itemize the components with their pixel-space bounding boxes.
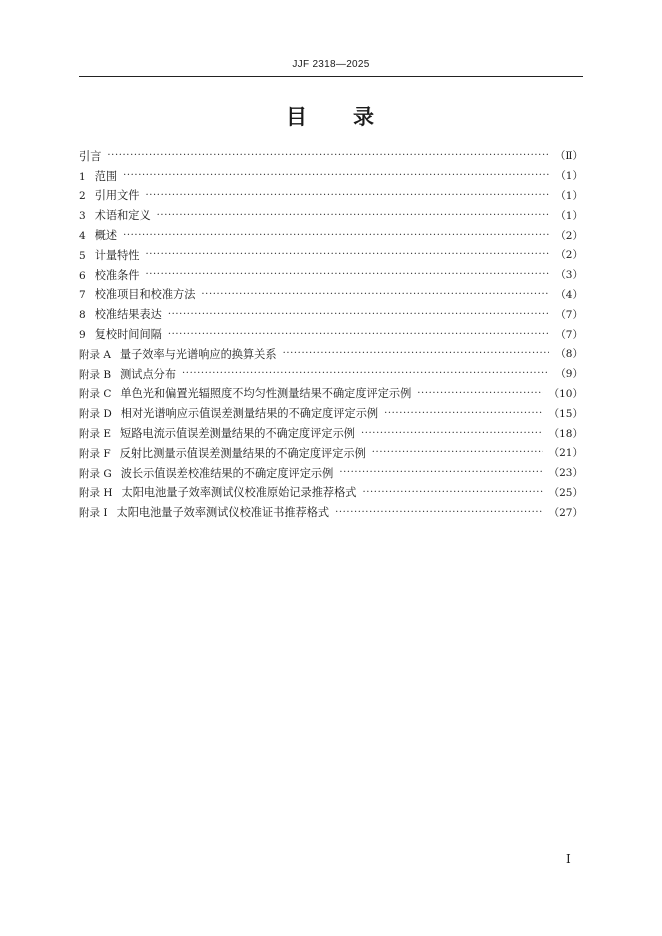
toc-entry-number: 附录 C bbox=[79, 388, 112, 401]
toc-entry-title: 术语和定义 bbox=[94, 209, 151, 223]
toc-entry-number: 附录 A bbox=[79, 348, 111, 361]
toc-entry-number: 1 bbox=[79, 170, 86, 183]
toc-entry-label bbox=[79, 445, 366, 461]
dot-leader bbox=[157, 210, 550, 221]
toc-entry-label bbox=[79, 168, 117, 184]
toc-entry-label bbox=[79, 504, 329, 520]
toc-entry-title: 范围 bbox=[94, 169, 118, 183]
document-code-header: JJF 2318—2025 bbox=[292, 59, 370, 70]
dot-leader bbox=[384, 408, 543, 419]
toc-entry-page: （2） bbox=[555, 229, 583, 242]
dot-leader bbox=[123, 170, 549, 181]
toc-entry[interactable] bbox=[79, 344, 583, 364]
toc-entry-title: 引用文件 bbox=[94, 189, 140, 203]
toc-entry-label bbox=[79, 207, 151, 223]
toc-entry-number: 附录 D bbox=[79, 408, 112, 421]
toc-entry[interactable] bbox=[79, 265, 583, 285]
toc-entry[interactable] bbox=[79, 463, 583, 483]
dot-leader bbox=[182, 368, 549, 379]
toc-entry-number: 附录 H bbox=[79, 487, 113, 500]
dot-leader bbox=[361, 428, 543, 439]
toc-entry[interactable] bbox=[79, 443, 583, 463]
dot-leader bbox=[339, 467, 542, 478]
toc-entry-page: （9） bbox=[555, 368, 583, 381]
toc-entry-title: 单色光和偏置光辐照度不均匀性测量结果不确定度评定示例 bbox=[120, 387, 412, 401]
toc-entry-page: （1） bbox=[555, 170, 583, 183]
toc-entry-label bbox=[79, 366, 176, 382]
toc-entry-title: 测试点分布 bbox=[120, 367, 177, 381]
toc-entry-title: 太阳电池量子效率测试仪校准原始记录推荐格式 bbox=[121, 486, 357, 500]
toc-entry-title: 短路电流示值误差测量结果的不确定度评定示例 bbox=[120, 427, 355, 441]
toc-entry-title: 校准条件 bbox=[94, 268, 140, 282]
toc-entry[interactable] bbox=[79, 225, 583, 245]
title-char-left: 目 bbox=[286, 104, 309, 129]
toc-entry-number: 附录 G bbox=[79, 467, 112, 480]
toc-entry-number: 附录 F bbox=[79, 447, 111, 460]
toc-entry-label bbox=[79, 484, 356, 500]
dot-leader bbox=[372, 447, 543, 458]
toc-entry-label bbox=[79, 306, 162, 322]
toc-entry[interactable] bbox=[79, 364, 583, 384]
toc-entry-title: 复校时间间隔 bbox=[94, 328, 162, 342]
toc-entry[interactable] bbox=[79, 186, 583, 206]
toc-entry-page: （7） bbox=[555, 328, 583, 341]
toc-entry-page: （25） bbox=[548, 486, 583, 499]
toc-entry[interactable] bbox=[79, 245, 583, 265]
toc-entry[interactable] bbox=[79, 423, 583, 443]
toc-entry-label bbox=[79, 346, 277, 362]
toc-entry-title: 反射比测量示值误差测量结果的不确定度评定示例 bbox=[119, 446, 366, 460]
toc-entry-label bbox=[79, 405, 378, 421]
toc-entry-title: 计量特性 bbox=[94, 248, 140, 262]
toc-entry-title: 相对光谱响应示值误差测量结果的不确定度评定示例 bbox=[120, 407, 379, 421]
toc-entry-page: （4） bbox=[555, 288, 583, 301]
toc-entry-label bbox=[79, 247, 139, 263]
toc-entry-label bbox=[79, 465, 333, 481]
toc-entry-page: （27） bbox=[548, 506, 583, 519]
toc-entry[interactable] bbox=[79, 166, 583, 186]
toc-entry-label bbox=[79, 148, 101, 164]
toc-entry-page: （1） bbox=[555, 209, 583, 222]
toc-entry-title: 校准结果表达 bbox=[94, 308, 162, 322]
table-of-contents bbox=[79, 146, 583, 522]
dot-leader bbox=[145, 269, 549, 280]
toc-entry-title: 校准项目和校准方法 bbox=[94, 288, 196, 302]
toc-entry-label bbox=[79, 286, 195, 302]
toc-entry[interactable] bbox=[79, 205, 583, 225]
dot-leader bbox=[168, 329, 549, 340]
title-char-right: 录 bbox=[353, 104, 376, 129]
toc-entry-title: 波长示值误差校准结果的不确定度评定示例 bbox=[120, 466, 334, 480]
toc-entry-number: 3 bbox=[79, 210, 86, 223]
toc-entry-label bbox=[79, 425, 355, 441]
toc-entry-page: （21） bbox=[548, 447, 583, 460]
dot-leader bbox=[168, 309, 549, 320]
toc-entry[interactable] bbox=[79, 324, 583, 344]
toc-entry-number: 2 bbox=[79, 190, 86, 203]
toc-entry[interactable] bbox=[79, 502, 583, 522]
page-title bbox=[0, 101, 662, 131]
toc-entry-page: （23） bbox=[548, 467, 583, 480]
toc-entry-label bbox=[79, 385, 411, 401]
toc-entry-number: 附录 I bbox=[79, 507, 108, 520]
toc-entry-number: 附录 E bbox=[79, 428, 112, 441]
toc-entry-number: 附录 B bbox=[79, 368, 112, 381]
toc-entry[interactable] bbox=[79, 304, 583, 324]
toc-entry[interactable] bbox=[79, 285, 583, 305]
toc-entry-label bbox=[79, 227, 117, 243]
toc-entry-title: 太阳电池量子效率测试仪校准证书推荐格式 bbox=[116, 506, 330, 520]
toc-entry-label bbox=[79, 326, 162, 342]
toc-entry-page: （3） bbox=[555, 269, 583, 282]
toc-entry-number: 7 bbox=[79, 289, 86, 302]
dot-leader bbox=[145, 249, 549, 260]
toc-entry[interactable] bbox=[79, 483, 583, 503]
dot-leader bbox=[123, 230, 549, 241]
toc-entry-title: 概述 bbox=[94, 229, 118, 243]
toc-entry-number: 6 bbox=[79, 269, 86, 282]
toc-entry-page: （1） bbox=[555, 189, 583, 202]
toc-entry-number: 5 bbox=[79, 249, 86, 262]
toc-entry[interactable] bbox=[79, 146, 583, 166]
toc-entry-page: （8） bbox=[555, 348, 583, 361]
header-divider bbox=[79, 76, 583, 77]
dot-leader bbox=[107, 150, 548, 161]
toc-entry-page: （15） bbox=[548, 407, 583, 420]
toc-entry-label bbox=[79, 187, 139, 203]
dot-leader bbox=[417, 388, 542, 399]
page-number: I bbox=[566, 852, 571, 866]
dot-leader bbox=[335, 507, 543, 518]
toc-entry-page: （2） bbox=[555, 249, 583, 262]
dot-leader bbox=[283, 348, 550, 359]
toc-entry-title: 引言 bbox=[79, 149, 102, 163]
toc-entry[interactable] bbox=[79, 403, 583, 423]
toc-entry-number: 8 bbox=[79, 309, 86, 322]
toc-entry-page: （Ⅱ） bbox=[554, 150, 583, 163]
dot-leader bbox=[201, 289, 549, 300]
toc-entry-page: （7） bbox=[555, 308, 583, 321]
toc-entry-number: 4 bbox=[79, 230, 86, 243]
toc-entry-page: （10） bbox=[548, 387, 583, 400]
toc-entry-number: 9 bbox=[79, 329, 86, 342]
toc-entry-title: 量子效率与光谱响应的换算关系 bbox=[119, 347, 277, 361]
toc-entry-page: （18） bbox=[548, 427, 583, 440]
dot-leader bbox=[362, 487, 542, 498]
toc-entry[interactable] bbox=[79, 384, 583, 404]
dot-leader bbox=[145, 190, 549, 201]
toc-entry-label bbox=[79, 267, 139, 283]
